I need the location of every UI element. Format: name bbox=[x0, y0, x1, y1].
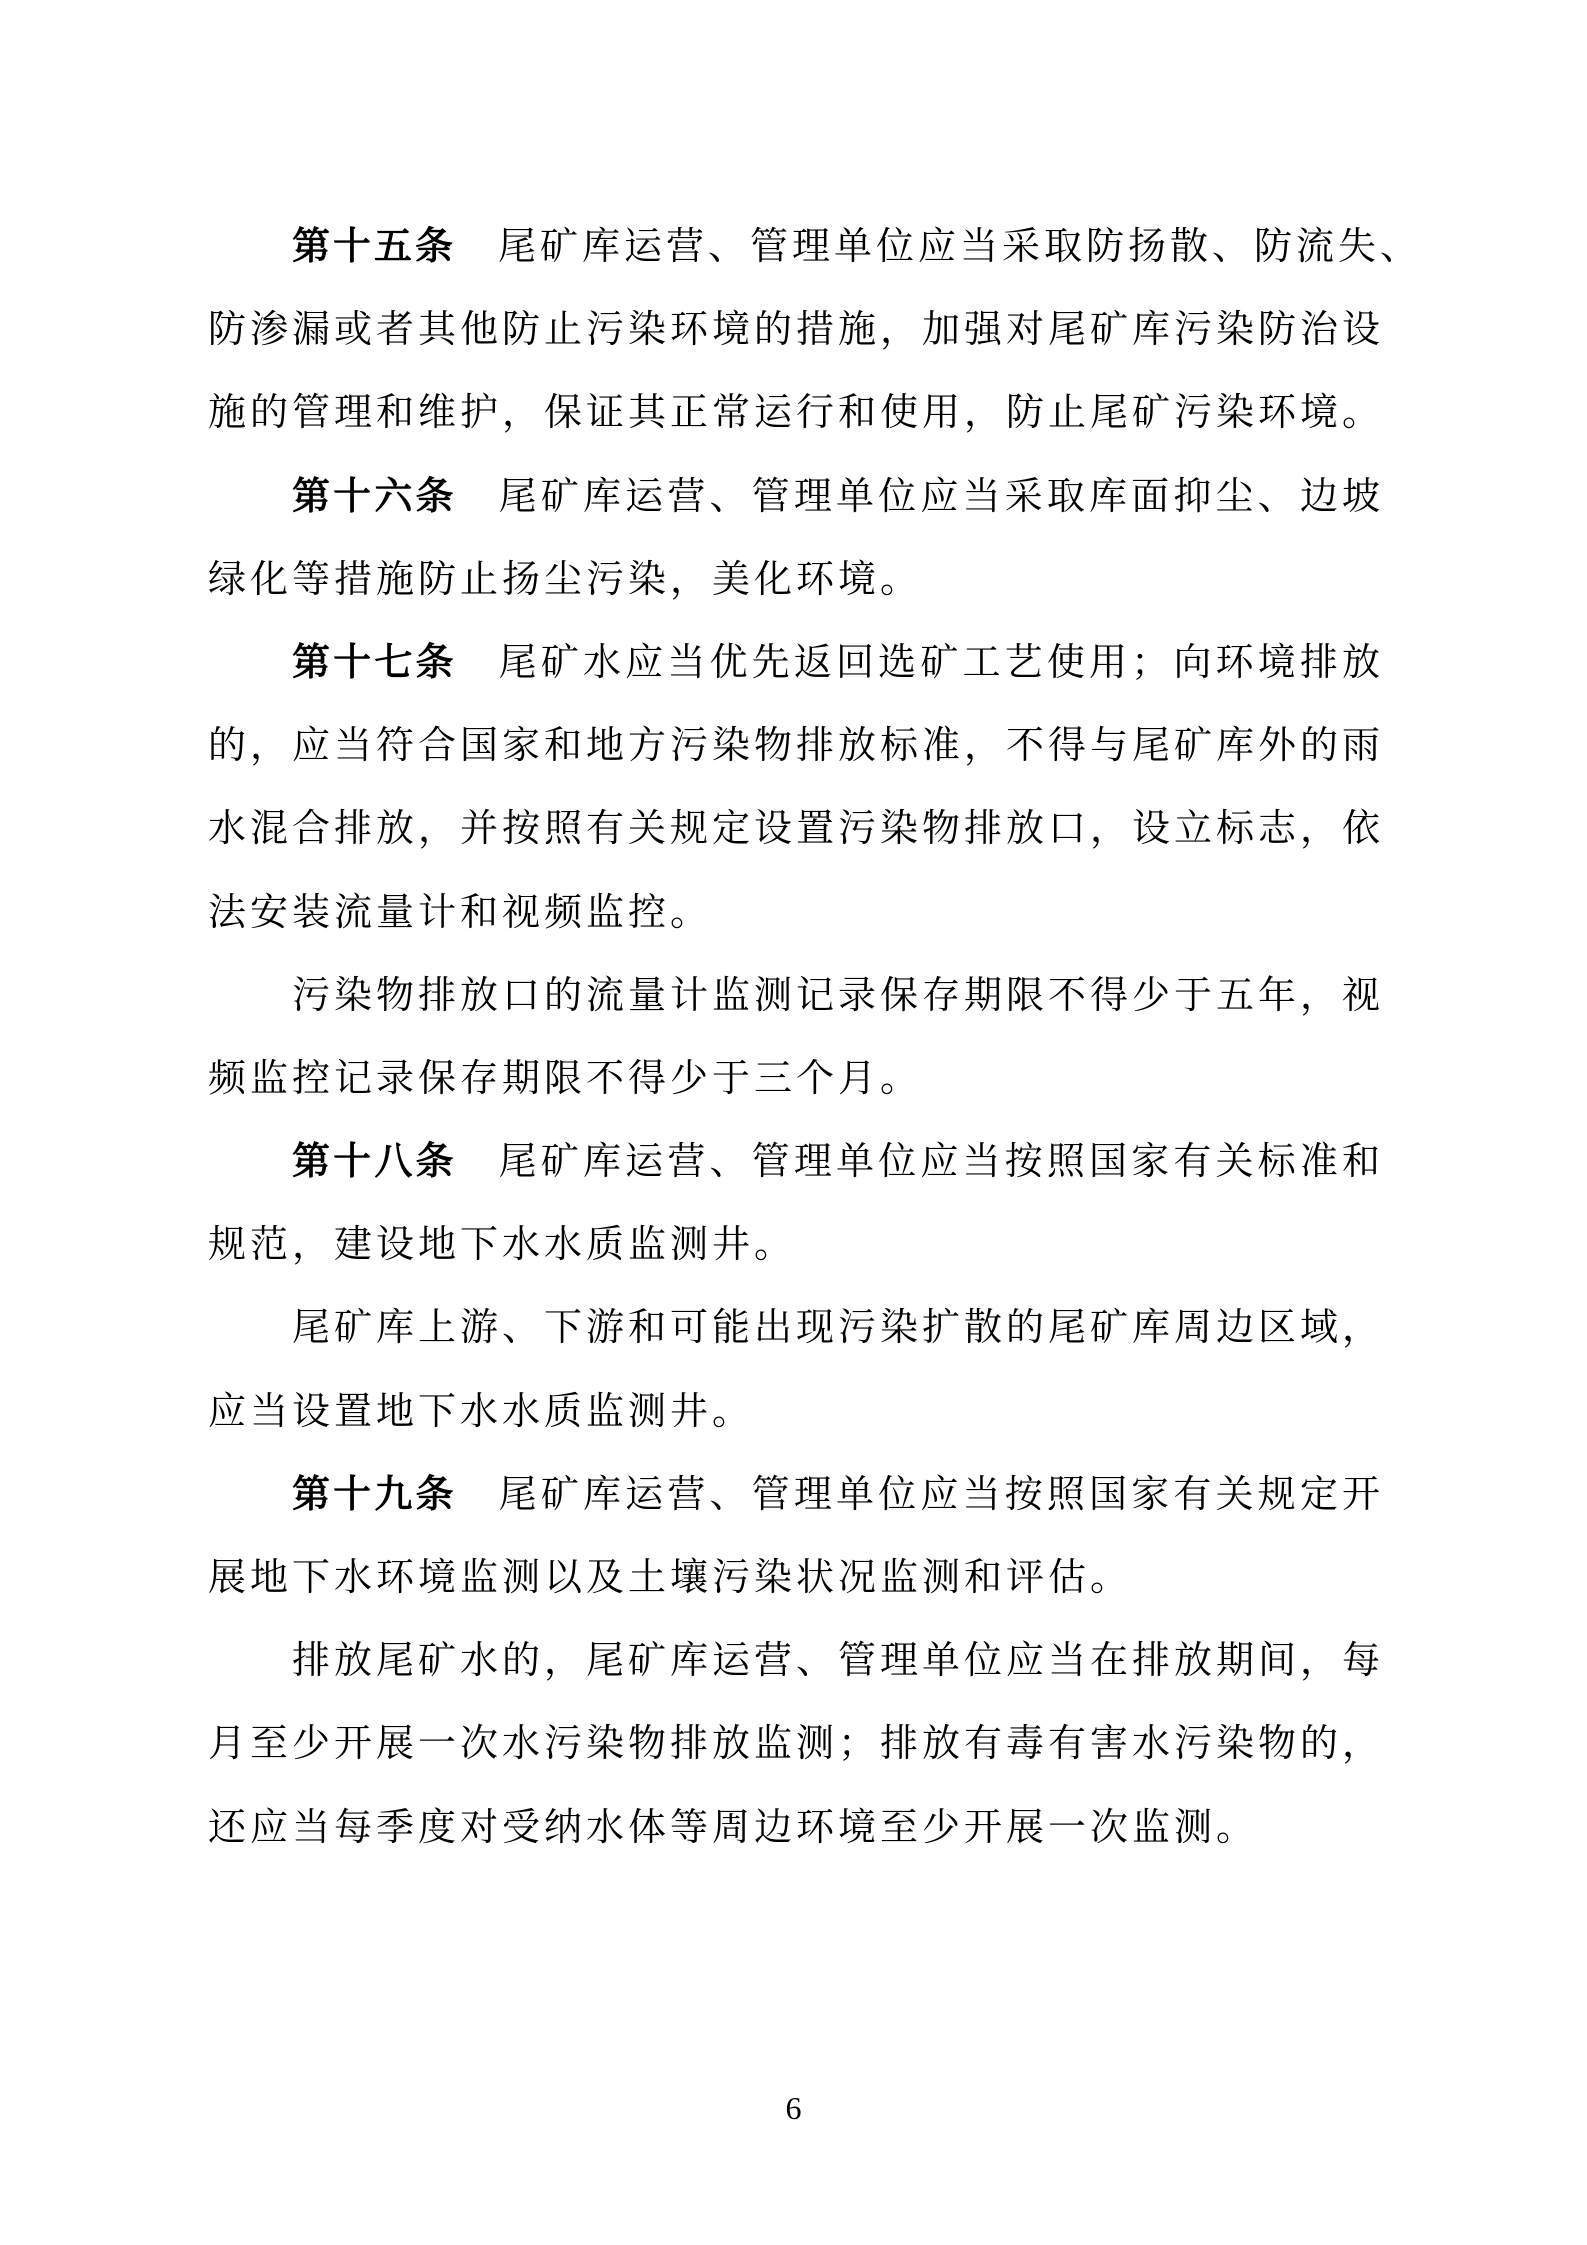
article-15 bbox=[208, 205, 1423, 455]
article-line bbox=[208, 1453, 1384, 1536]
article-heading: 第十五条 bbox=[292, 224, 457, 268]
article-line: 的，应当符合国家和地方污染物排放标准，不得与尾矿库外的雨 bbox=[208, 723, 1385, 768]
paragraph-line: 月至少开展一次水污染物排放监测；排放有毒有害水污染物的， bbox=[208, 1721, 1385, 1766]
paragraph-line: 尾矿库上游、下游和可能出现污染扩散的尾矿库周边区域， bbox=[292, 1305, 1385, 1350]
article-heading: 第十六条 bbox=[292, 473, 457, 518]
article-heading: 第十九条 bbox=[292, 1471, 457, 1516]
page-number: 6 bbox=[785, 2090, 802, 2126]
article-line: 规范，建设地下水水质监测井。 bbox=[208, 1222, 797, 1267]
article-16 bbox=[208, 455, 1384, 621]
article-line: 水混合排放，并按照有关规定设置污染物排放口，设立标志，依 bbox=[208, 806, 1385, 851]
article-text: 尾矿库运营、管理单位应当采取库面抑尘、边坡 bbox=[498, 473, 1384, 518]
article-line: 法安装流量计和视频监控。 bbox=[208, 889, 713, 934]
article-heading: 第十七条 bbox=[292, 639, 457, 684]
paragraph-line: 应当设置地下水水质监测井。 bbox=[208, 1388, 755, 1433]
article-text: 尾矿库运营、管理单位应当按照国家有关规定开 bbox=[498, 1471, 1384, 1516]
article-line: 施的管理和维护，保证其正常运行和使用，防止尾矿污染环境。 bbox=[208, 390, 1385, 435]
article-line bbox=[208, 205, 1423, 288]
paragraph-line: 污染物排放口的流量计监测记录保存期限不得少于五年，视 bbox=[292, 972, 1385, 1017]
document-body bbox=[208, 205, 1423, 1869]
article-line: 绿化等措施防止扬尘污染，美化环境。 bbox=[208, 556, 923, 601]
article-17 bbox=[208, 621, 1384, 1120]
article-line bbox=[208, 621, 1384, 704]
article-line: 防渗漏或者其他防止污染环境的措施，加强对尾矿库污染防治设 bbox=[208, 307, 1385, 352]
article-text: 尾矿库运营、管理单位应当采取防扬散、防流失、 bbox=[498, 224, 1423, 268]
paragraph-line: 频监控记录保存期限不得少于三个月。 bbox=[208, 1055, 923, 1100]
article-text: 尾矿水应当优先返回选矿工艺使用；向环境排放 bbox=[498, 639, 1384, 684]
article-line: 展地下水环境监测以及土壤污染状况监测和评估。 bbox=[208, 1555, 1133, 1599]
paragraph-line: 排放尾矿水的，尾矿库运营、管理单位应当在排放期间，每 bbox=[292, 1638, 1385, 1683]
paragraph-line: 还应当每季度对受纳水体等周边环境至少开展一次监测。 bbox=[208, 1804, 1259, 1849]
article-19 bbox=[208, 1453, 1384, 1869]
article-text: 尾矿库运营、管理单位应当按照国家有关标准和 bbox=[498, 1139, 1384, 1184]
article-heading: 第十八条 bbox=[292, 1139, 457, 1184]
article-18 bbox=[208, 1120, 1384, 1453]
article-line bbox=[208, 1120, 1384, 1203]
article-line bbox=[208, 455, 1384, 538]
